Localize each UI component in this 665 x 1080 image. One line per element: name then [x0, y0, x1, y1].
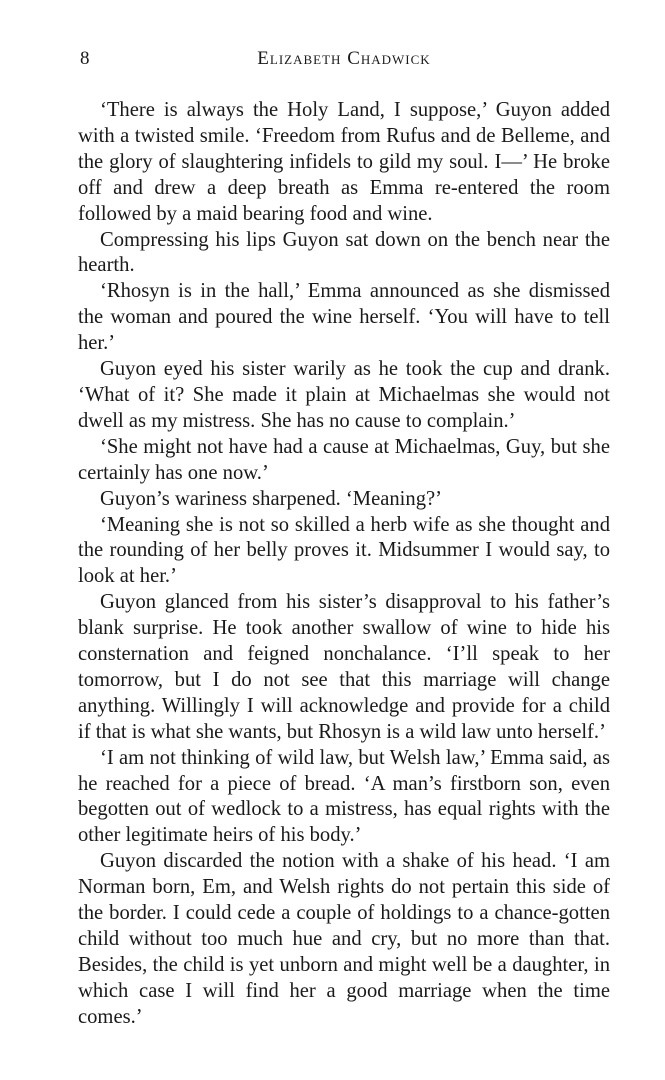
paragraph: Guyon glanced from his sister’s disapproval to his father’s blank surprise. He took another swallow of wine to hide his consternation and feigned nonchalance. ‘I’ll speak to her tomorrow, but I do not see that this marriage will change anything. Willingly I will acknowledge and provide for a child if that is what she wants, but Rhosyn is a wild law unto herself.’ — [78, 591, 610, 743]
paragraph: Guyon eyed his sister warily as he took the cup and drank. ‘What of it? She made it plain at Michaelmas she would not dwell as my mistress. She has no cause to complain.’ — [78, 358, 610, 432]
book-page — [78, 48, 610, 1031]
paragraph: ‘She might not have had a cause at Michaelmas, Guy, but she certainly has one now.’ — [78, 435, 610, 484]
running-header — [78, 48, 610, 78]
paragraph: ‘Rhosyn is in the hall,’ Emma announced as she dismissed the woman and poured the wine herself. ‘You will have to tell her.’ — [78, 280, 610, 355]
paragraph: Compressing his lips Guyon sat down on the bench near the hearth. — [78, 228, 610, 277]
page-number: 8 — [80, 48, 90, 69]
paragraph: ‘I am not thinking of wild law, but Welsh law,’ Emma said, as he reached for a piece of bread. ‘A man’s firstborn son, even begotten out of wedlock to a mistress, has equal rights with the other legitimate heirs of his body.’ — [78, 746, 610, 847]
paragraph: Guyon discarded the notion with a shake of his head. ‘I am Norman born, Em, and Welsh rights do not pertain this side of the border. I could cede a couple of holdings to a chance-gotten child without too much hue and cry, but no more than that. Besides, the child is yet unborn and might well be a daughter, in which case I will find her a good marriage when the time comes.’ — [78, 850, 610, 1028]
running-head-author: Elizabeth Chadwick — [257, 48, 431, 69]
paragraph: Guyon’s wariness sharpened. ‘Meaning?’ — [100, 487, 442, 510]
paragraph: ‘There is always the Holy Land, I suppose,’ Guyon added with a twisted smile. ‘Freedom from Rufus and de Belleme, and the glory of slaughtering infidels to gild my soul. I—’ He broke off and drew a deep breath as Emma re-entered the room followed by a maid bearing food and wine. — [78, 99, 610, 225]
paragraph: ‘Meaning she is not so skilled a herb wife as she thought and the rounding of her belly proves it. Midsummer I would say, to look at her.’ — [78, 513, 610, 588]
body-text — [78, 98, 610, 1031]
